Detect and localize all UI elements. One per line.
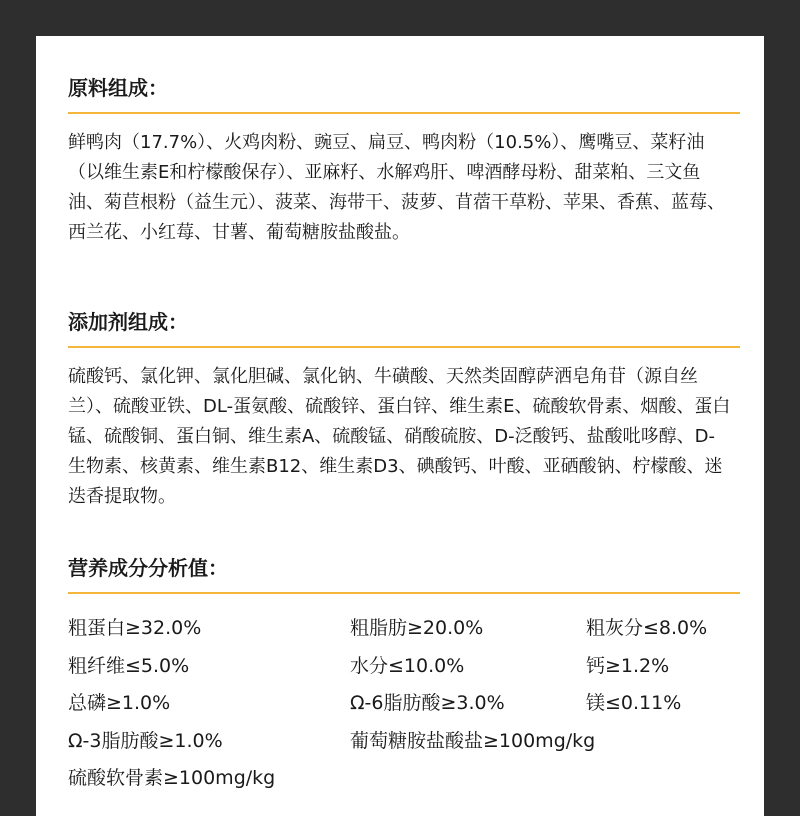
additives-title: 添加剂组成： xyxy=(68,308,740,348)
nutrition-item: 粗灰分≤8.0% xyxy=(586,617,708,639)
nutrition-item: 总磷≥1.0% xyxy=(68,692,171,714)
nutrition-item: Ω-6脂肪酸≥3.0% xyxy=(350,692,505,714)
nutrition-item: 钙≥1.2% xyxy=(586,654,670,677)
nutrition-item: 水分≤10.0% xyxy=(350,654,465,677)
ingredients-text: 鲜鸭肉（17.7%）、火鸡肉粉、豌豆、扁豆、鸭肉粉（10.5%）、鹰嘴豆、菜籽油（以维生素E和柠檬酸保存）、亚麻籽、水解鸡肝、啤酒酵母粉、甜菜粕、三文鱼油、菊苣根粉（益生元）、菠菜、海带干、菠萝、苜蓿干草粉、苹果、香蕉、蓝莓、西兰花、小红莓、甘薯、葡萄糖胺盐酸盐。 xyxy=(68,132,725,243)
nutrition-item: 硫酸软骨素≥100mg/kg xyxy=(68,767,276,789)
nutrition-item: 葡萄糖胺盐酸盐≥100mg/kg xyxy=(350,729,596,752)
content-card xyxy=(36,36,764,816)
nutrition-item: 粗纤维≤5.0% xyxy=(68,654,190,677)
nutrition-item: 粗脂肪≥20.0% xyxy=(350,617,484,639)
additives-text: 硫酸钙、氯化钾、氯化胆碱、氯化钠、牛磺酸、天然类固醇萨洒皂角苷（源自丝兰）、硫酸亚铁、DL-蛋氨酸、硫酸锌、蛋白锌、维生素E、硫酸软骨素、烟酸、蛋白锰、硫酸铜、蛋白铜、维生素A、硫酸锰、硝酸硫胺、D-泛酸钙、盐酸吡哆醇、D-生物素、核黄素、维生素B12、维生素D3、碘酸钙、叶酸、亚硒酸钠、柠檬酸、迷迭香提取物。 xyxy=(68,366,731,507)
nutrition-title: 营养成分分析值： xyxy=(68,554,740,594)
ingredients-section xyxy=(68,74,740,248)
nutrition-item: Ω-3脂肪酸≥1.0% xyxy=(68,729,223,752)
nutrition-item: 镁≤0.11% xyxy=(586,692,682,714)
nutrition-grid xyxy=(68,610,740,798)
nutrition-item: 粗蛋白≥32.0% xyxy=(68,617,202,639)
ingredients-title: 原料组成： xyxy=(68,74,740,114)
additives-section xyxy=(68,308,740,512)
nutrition-section xyxy=(68,554,740,798)
